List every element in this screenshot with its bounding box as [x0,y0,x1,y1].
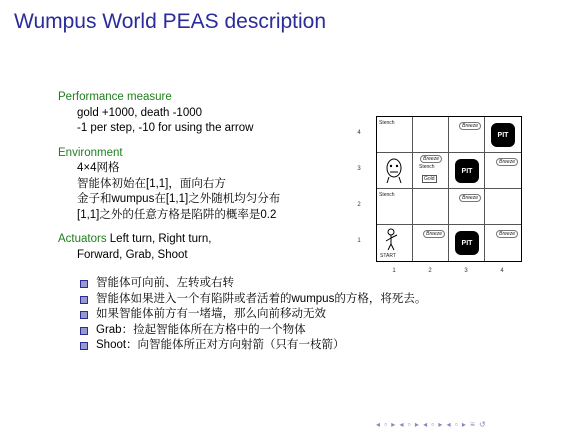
grid-cell [485,153,521,189]
grid-cell [377,189,413,225]
pit-icon: PIT [455,231,479,255]
col-label: 1 [392,268,396,274]
grid-cell [377,225,413,261]
agent-icon [377,225,411,253]
grid-cell [377,153,413,189]
performance-header: Performance measure [58,91,172,103]
grid-cell [485,189,521,225]
col-label: 3 [464,268,468,274]
bullet-item: Grab：捡起智能体所在方格中的一个物体 [80,323,520,339]
bullet-item: 智能体可向前、左转或右转 [80,276,520,292]
actuators-line-2: Forward, Grab, Shoot [77,248,188,261]
breeze-label: Breeze [459,194,481,202]
beamer-navigation-icons[interactable]: ◂ ▫ ▸ ◂ ▫ ▸ ◂ ▫ ▸ ◂ ▫ ▸ ≡ ↺ [376,420,487,429]
grid-cell [449,225,485,261]
performance-line: gold +1000, death -1000 [77,106,203,119]
row-label: 3 [357,166,361,172]
grid-cell [413,153,449,189]
wumpus-grid-figure [354,116,524,286]
row-label: 4 [357,130,361,136]
stench-label: Stench [379,120,395,126]
grid-cell [449,117,485,153]
peas-text [58,90,358,263]
gold-label: Gold [424,176,435,182]
grid-cell [413,117,449,153]
wumpus-grid [376,116,522,262]
bullet-item: Shoot：向智能体所正对方向射箭（只有一枝箭） [80,338,520,354]
actuators-header: Actuators [58,233,107,245]
grid-cell [449,153,485,189]
bullet-item: 智能体如果进入一个有陷阱或者活着的wumpus的方格，将死去。 [80,292,520,308]
environment-line: 智能体初始在[1,1]，面向右方 [77,177,226,190]
col-label: 4 [500,268,504,274]
row-label: 2 [357,202,361,208]
grid-cell [377,117,413,153]
pit-icon: PIT [455,159,479,183]
breeze-label: Breeze [459,122,481,130]
environment-header: Environment [58,146,123,159]
breeze-label: Breeze [420,155,442,163]
grid-cell [485,225,521,261]
environment-line: [1,1]之外的任意方格是陷阱的概率是0.2 [77,208,277,221]
actuator-bullets [80,276,520,354]
start-label: START [380,253,396,259]
performance-line: -1 per step, -10 for using the arrow [77,122,254,134]
actuators-line-1 [58,232,358,248]
wumpus-icon [377,153,411,187]
environment-line: 4×4网格 [77,162,120,174]
bullet-item: 如果智能体前方有一堵墙，那么向前移动无效 [80,307,520,323]
grid-cell [413,189,449,225]
breeze-label: Breeze [496,158,518,166]
breeze-label: Breeze [496,230,518,238]
stench-label: Stench [379,192,395,198]
breeze-label: Breeze [423,230,445,238]
slide-title: Wumpus World PEAS description [14,10,327,33]
grid-cell [485,117,521,153]
grid-cell [449,189,485,225]
col-label: 2 [428,268,432,274]
stench-label: Stench [419,164,435,170]
row-label: 1 [357,238,361,244]
grid-cell [413,225,449,261]
environment-line: 金子和wumpus在[1,1]之外随机均匀分布 [77,193,281,205]
pit-icon: PIT [491,123,515,147]
actuators-text: Left turn, Right turn, [109,233,212,245]
